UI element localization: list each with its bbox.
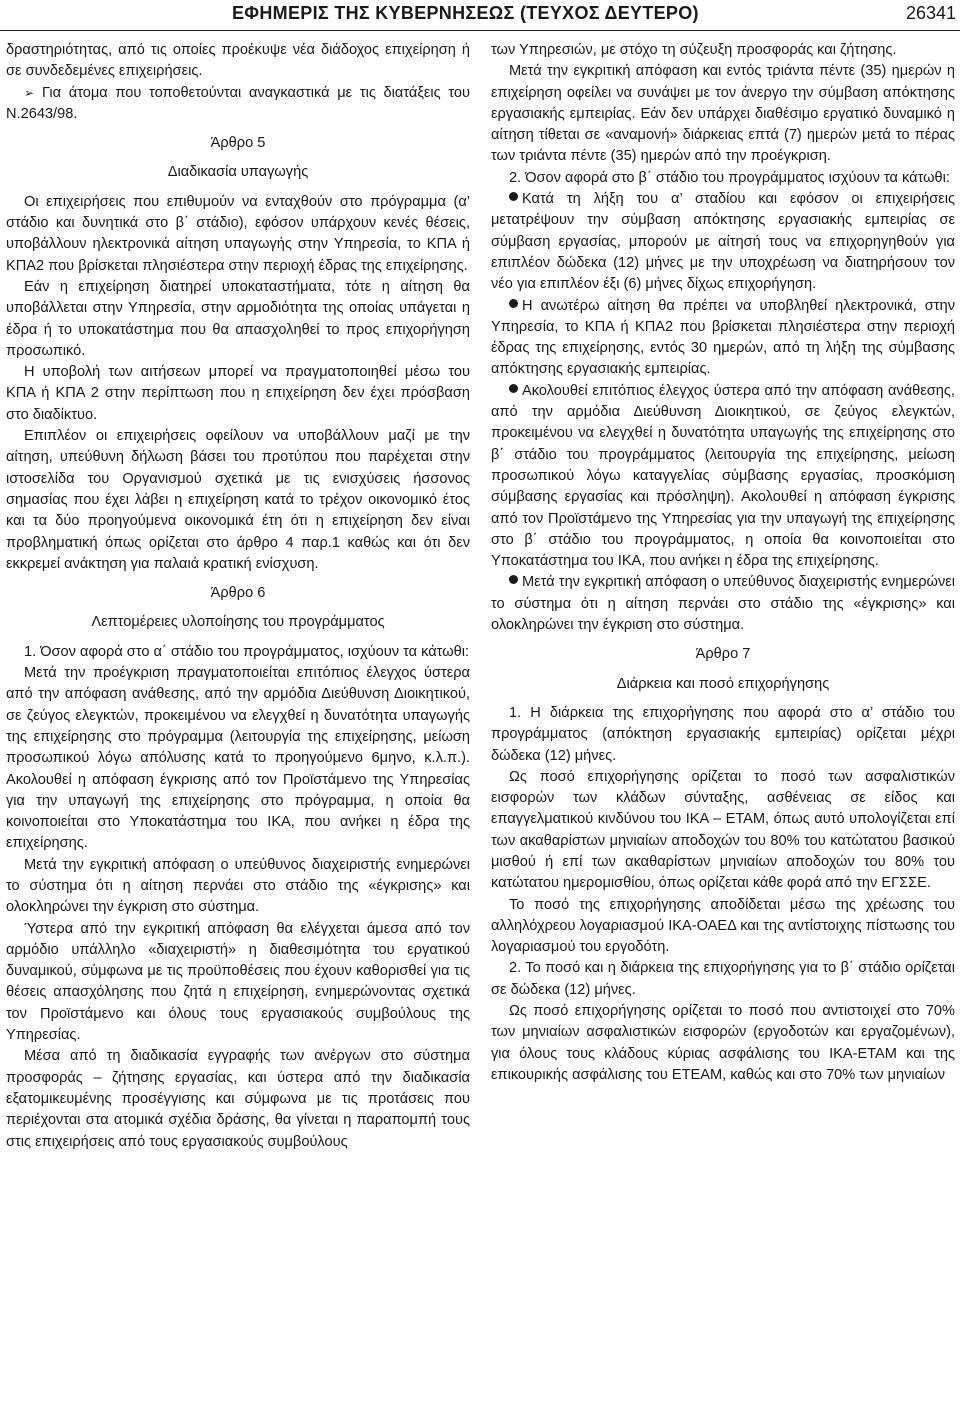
bullet-icon (509, 192, 520, 203)
paragraph: 2. Το ποσό και η διάρκεια της επιχορήγησης για το β΄ στάδιο ορίζεται σε δώδεκα (12) μήνες. (491, 960, 955, 998)
paragraph: Μέσα από τη διαδικασία εγγραφής των ανέργων στο σύστημα προσφοράς – ζήτησης εργασίας, και ύστερα από την διαδικασία εξατομικευμένης προσέγγισης και σύμφωνα με τις προτάσεις που περιέχονται στα ατομικά σχέδια δράσης, θα γίνεται η παραπομπή τους στις επιχειρήσεις από τους εργασιακούς συμβούλους (6, 1048, 470, 1150)
paragraph: 1. Όσον αφορά στο α΄ στάδιο του προγράμματος, ισχύουν τα κάτωθι: (24, 643, 470, 660)
bullet-item-text: Κατά τη λήξη του α’ σταδίου και εφόσον οι επιχειρήσεις μετατρέψουν την σύμβαση απόκτησης εργασιακής εμπειρίας σε σύμβαση εργασίας, μπορούν με αίτησή τους να επιχορηγηθούν για επιπλέον δώδεκα (12) μήνες με την υποχρέωση να διατηρήσουν τον νέο για επιπλέον έξι (6) μήνες δίχως επιχορήγηση. (491, 191, 955, 293)
paragraph: Το ποσό της επιχορήγησης αποδίδεται μέσω της χρέωσης του αλληλόχρεου λογαριασμού ΙΚΑ-ΟΑΕΔ και της αντίστοιχης πίστωσης του λογαριασμού του εργοδότη. (491, 896, 955, 956)
bullet-icon (509, 384, 520, 395)
paragraph: 2. Όσον αφορά στο β΄ στάδιο του προγράμματος ισχύουν τα κάτωθι: (509, 169, 950, 186)
paragraph: Μετά την εγκριτική απόφαση ο υπεύθυνος διαχειριστής ενημερώνει το σύστημα ότι η αίτηση περνάει στο στάδιο της «έγκρισης» και ολοκληρώνει την έγκριση στο σύστημα. (6, 856, 470, 916)
bullet-item-text: Ακολουθεί επιτόπιος έλεγχος ύστερα από την απόφαση ανάθεσης, από την αρμόδια Διεύθυνση Διοικητικού, σε ζεύγος ελεγκτών, προκειμένου να ελεγχθεί η δυνατότητα υπαγωγής της επιχείρησης στο β΄ στάδιο του προγράμματος (λειτουργία της επιχείρησης, μείωση προσωπικού λόγω καταγγελίας σύμβασης εργασίας, προσκόμιση σύμβασης εργασίας και πρόσληψη). Ακολουθεί η απόφαση έγκρισης από τον Προϊστάμενο της Υπηρεσίας για την υπαγωγή της επιχείρησης στο β΄ στάδιο του προγράμματος, η οποία θα κοινοποιείται στο Υποκατάστημα του ΙΚΑ, που ανήκει η έδρα της επιχείρησης. (491, 382, 955, 570)
paragraph: Μετά την εγκριτική απόφαση και εντός τριάντα πέντε (35) ημερών η επιχείρηση οφείλει να συνάψει με τον άνεργο την σύμβαση απόκτησης εργασιακής εμπειρίας. Εάν δεν υπάρχει διαθέσιμο εργατικό δυναμικό η αίτηση τίθεται σε «αναμονή» διάρκειας επτά (7) ημερών μετά το πέρας των τριάντα πέντε (35) ημερών από την προέγκριση. (491, 63, 955, 165)
bullet-icon (509, 299, 520, 310)
article-7-title: Διάρκεια και ποσό επιχορήγησης (616, 675, 830, 692)
article-5-title: Διαδικασία υπαγωγής (167, 164, 309, 181)
paragraph: Ως ποσό επιχορήγησης ορίζεται το ποσό που αντιστοιχεί στο 70% των μηνιαίων ασφαλιστικών εισφορών (εργοδοτών και εργαζομένων), για όλους τους κλάδους κύριας ασφάλισης του ΙΚΑ-ΕΤΑΜ και της επικουρικής ασφάλισης του ΕΤΕΑΜ, καθώς και στο 70% των μηνιαίων (491, 1003, 955, 1083)
paragraph: Ως ποσό επιχορήγησης ορίζεται το ποσό των ασφαλιστικών εισφορών των κλάδων σύνταξης, ασθένειας σε είδος και επαγγελματικού κινδύνου του ΙΚΑ – ΕΤΑΜ, όπως αυτό υπολογίζεται επί των ακαθαρίστων μηνιαίων αποδοχών του 80% του κατώτατου βασικού μισθού ή επί των ακαθαρίστων μηνιαίων αποδοχών του 80% του κατώτατου ημερομισθίου, όπως ορίζεται κάθε φορά από την ΕΓΣΣΕ. (491, 768, 955, 892)
article-6-title: Λεπτομέρειες υλοποίησης του προγράμματος (91, 614, 385, 631)
bullet-item (491, 381, 955, 573)
gazette-title: ΕΦΗΜΕΡΙΣ ΤΗΣ ΚΥΒΕΡΝΗΣΕΩΣ (ΤΕΥΧΟΣ ΔΕΥΤΕΡΟ) (232, 3, 699, 23)
paragraph: Μετά την προέγκριση πραγματοποιείται επιτόπιος έλεγχος ύστερα από την απόφαση ανάθεσης, από την αρμόδια Διεύθυνση Διοικητικού, σε ζεύγος ελεγκτών, προκειμένου να ελεγχθεί η δυνατότητα υπαγωγής της επιχείρησης στο πρόγραμμα (λειτουργία της επιχείρησης, μείωση προσωπικού λόγω απόλυσης κατά το προηγούμενο 6μηνο, κ.λ.π.). Ακολουθεί η απόφαση έγκρισης από τον Προϊστάμενο της Υπηρεσίας για την υπαγωγή της επιχείρησης στο πρόγραμμα, η οποία θα κοινοποιείται στο Υποκατάστημα του ΙΚΑ, που ανήκει η έδρα της επιχείρησης. (6, 665, 470, 852)
right-column (491, 40, 955, 1419)
left-column (6, 40, 470, 1419)
bullet-item (491, 189, 955, 295)
paragraph: Η υποβολή των αιτήσεων μπορεί να πραγματοποιηθεί μέσω του ΚΠΑ ή ΚΠΑ 2 στην περίπτωση που η επιχείρηση δεν έχει πρόσβαση στο διαδίκτυο. (6, 364, 470, 423)
page-header (0, 0, 960, 31)
list-item (6, 83, 470, 126)
page-number: 26341 (905, 3, 956, 23)
paragraph: των Υπηρεσιών, με στόχο τη σύζευξη προσφοράς και ζήτησης. (491, 42, 897, 58)
paragraph: 1. Η διάρκεια της επιχορήγησης που αφορά στο α’ στάδιο του προγράμματος (απόκτηση εργασιακής εμπειρίας) ορίζεται μέχρι δώδεκα (12) μήνες. (491, 704, 955, 764)
bullet-item-text: Η ανωτέρω αίτηση θα πρέπει να υποβληθεί ηλεκτρονικά, στην Υπηρεσία, το ΚΠΑ ή ΚΠΑ2 που βρίσκεται πλησιέστερα στην περιοχή έδρας της επιχείρησης, εντός 30 ημερών, από τη λήξη της σύμβασης απόκτησης εργασιακής εμπειρίας. (491, 297, 955, 378)
bullet-icon (509, 575, 520, 586)
paragraph: Εάν η επιχείρηση διατηρεί υποκαταστήματα, τότε η αίτηση θα υποβάλλεται στην Υπηρεσία, στην αρμοδιότητα της οποίας υπάγεται η έδρα ή το υποκατάστημα που θα απασχοληθεί το προς επιχορήγηση προσωπικό. (6, 278, 470, 359)
paragraph: Ύστερα από την εγκριτική απόφαση θα ελέγχεται άμεσα από τον αρμόδιο υπάλληλο «διαχειριστή» η διαθεσιμότητα του εργατικού δυναμικού, σύμφωνα με τις προϋποθέσεις που έχουν καθορισθεί για τις θέσεις απασχόλησης που ζητά η επιχείρηση, ενημερώνοντας σχετικά τον Προϊστάμενο και όλους τους εργασιακούς συμβούλους της Υπηρεσίας. (6, 920, 470, 1044)
bullet-item (491, 296, 955, 381)
paragraph: δραστηριότητας, από τις οποίες προέκυψε νέα διάδοχος επιχείρηση ή σε συνδεδεμένες επιχειρήσεις. (6, 42, 470, 80)
article-7-heading: Άρθρο 7 (695, 646, 751, 663)
arrow-bullet-icon: ➢ (24, 85, 35, 100)
paragraph: Επιπλέον οι επιχειρήσεις οφείλουν να υποβάλλουν μαζί με την αίτηση, υπεύθυνη δήλωση βάσει του προτύπου που παρέχεται στην ιστοσελίδα του Οργανισμού σχετικά με τις ενισχύσεις ήσσονος σημασίας που έχει λάβει η επιχείρηση κατά το τρέχον οικονομικό έτος και τα δύο προηγούμενα οικονομικά έτη ότι η επιχείρηση δεν είναι προβληματική όπως ορίζεται στο άρθρο 4 παρ.1 καθώς και ότι δεν εκκρεμεί ανάκτηση για παλαιά κρατική ενίσχυση. (6, 428, 470, 572)
paragraph: Οι επιχειρήσεις που επιθυμούν να ενταχθούν στο πρόγραμμα (α’ στάδιο και δυνητικά στο β΄ στάδιο), εφόσον υπάρχουν κενές θέσεις, υποβάλλουν ηλεκτρονικά αίτηση υπαγωγής στην Υπηρεσία, το ΚΠΑ ή ΚΠΑ2 που βρίσκεται πλησιέστερα στην περιοχή έδρας της επιχείρησης. (6, 193, 470, 274)
article-6-heading: Άρθρο 6 (210, 585, 266, 602)
bullet-item (491, 572, 955, 636)
list-item-text: Για άτομα που τοποθετούνται αναγκαστικά με τις διατάξεις του Ν.2643/98. (6, 84, 470, 122)
article-5-heading: Άρθρο 5 (210, 135, 266, 152)
bullet-item-text: Μετά την εγκριτική απόφαση ο υπεύθυνος διαχειριστής ενημερώνει το σύστημα ότι η αίτηση περνάει στο στάδιο της «έγκρισης» και ολοκληρώνει την έγκριση στο σύστημα. (491, 574, 955, 634)
